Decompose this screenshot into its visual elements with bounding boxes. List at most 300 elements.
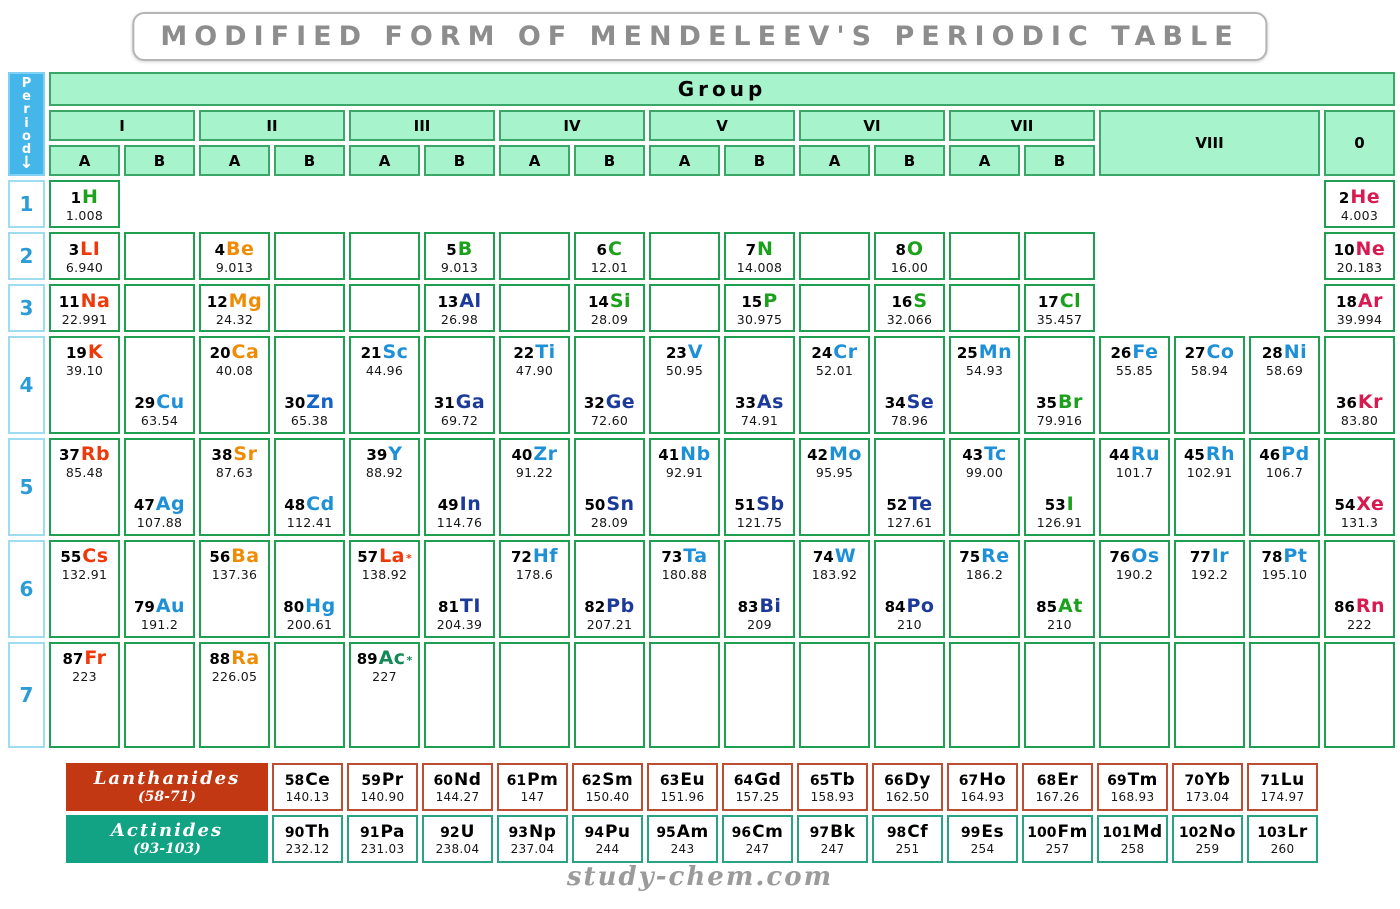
- element-symbol: Ca: [231, 341, 260, 363]
- element-label: [59, 443, 110, 465]
- element-label: [735, 391, 784, 413]
- atomic-mass: 39.994: [1336, 311, 1383, 327]
- atomic-number: 75: [959, 548, 981, 566]
- atomic-mass: 231.03: [360, 842, 405, 856]
- atomic-mass: 85.48: [65, 465, 104, 480]
- element-Dy: [872, 763, 943, 811]
- element-label: [1185, 770, 1231, 790]
- element-symbol: Be: [226, 237, 255, 260]
- element-Kr: [1324, 336, 1395, 434]
- element-Ag: [124, 438, 195, 536]
- element-label: [283, 595, 335, 617]
- element-symbol: C: [607, 237, 623, 260]
- empty-cell: [274, 642, 345, 748]
- element-label: [1109, 545, 1159, 567]
- element-symbol: Sc: [382, 341, 409, 363]
- element-symbol: Rn: [1355, 595, 1386, 617]
- element-label: [361, 341, 409, 363]
- subgroup-b-14: B: [1024, 145, 1095, 176]
- element-Be: [199, 232, 270, 280]
- empty-cell: [1249, 642, 1320, 748]
- empty-cell: [799, 642, 870, 748]
- empty-cell: [649, 284, 720, 332]
- element-symbol: Bk: [830, 822, 856, 842]
- element-label: [1260, 770, 1304, 790]
- element-symbol: Ac: [378, 647, 406, 669]
- element-Np: [497, 815, 568, 863]
- element-label: [209, 545, 259, 567]
- atomic-number: 72: [510, 548, 532, 566]
- element-Zr: [499, 438, 570, 536]
- element-LI: [49, 232, 120, 280]
- series-grid: [66, 763, 1318, 863]
- subgroup-b-2: B: [124, 145, 195, 176]
- page-title: MODIFIED FORM OF MENDELEEV'S PERIODIC TABLE: [132, 12, 1267, 61]
- atomic-number: 48: [284, 496, 306, 514]
- element-Ru: [1099, 438, 1170, 536]
- atomic-mass: 92.91: [665, 465, 704, 480]
- element-label: [513, 341, 555, 363]
- element-label: [60, 545, 108, 567]
- element-label: [582, 770, 633, 790]
- element-label: [207, 290, 262, 312]
- element-label: [434, 770, 482, 790]
- subgroup-a-1: A: [49, 145, 120, 176]
- element-H: [49, 180, 120, 228]
- atomic-mass: 260: [1270, 842, 1295, 856]
- element-Mo: [799, 438, 870, 536]
- element-Co: [1174, 336, 1245, 434]
- atomic-number: 8: [895, 240, 906, 259]
- element-label: [810, 822, 856, 842]
- atomic-mass: 126.91: [1036, 515, 1083, 530]
- subgroup-a-3: A: [199, 145, 270, 176]
- atomic-number: 11: [58, 292, 80, 311]
- element-symbol: Br: [1058, 391, 1083, 413]
- atomic-mass: 232.12: [285, 842, 330, 856]
- element-Ce: [272, 763, 343, 811]
- period-number-1: 1: [8, 180, 45, 228]
- atomic-mass: 9.013: [215, 259, 254, 275]
- element-label: [215, 238, 255, 260]
- element-Ho: [947, 763, 1018, 811]
- element-Pa: [347, 815, 418, 863]
- group-0: 0: [1324, 110, 1395, 176]
- element-symbol: Md: [1132, 822, 1163, 842]
- element-symbol: K: [87, 341, 104, 363]
- element-symbol: La: [379, 545, 406, 567]
- atomic-mass: 52.01: [815, 363, 854, 378]
- atomic-mass: 6.940: [65, 259, 104, 275]
- element-symbol: TI: [459, 595, 481, 617]
- empty-cell: [1024, 642, 1095, 748]
- element-label: [1109, 443, 1160, 465]
- empty-cell: [799, 284, 870, 332]
- element-label: [584, 822, 630, 842]
- empty-cell: [649, 642, 720, 748]
- atomic-number: 93: [508, 825, 529, 841]
- atomic-number: 23: [665, 344, 687, 362]
- atomic-number: 102: [1178, 825, 1209, 841]
- atomic-number: 39: [366, 446, 388, 464]
- element-symbol: Eu: [680, 770, 706, 790]
- atomic-mass: 178.6: [515, 567, 554, 582]
- atomic-mass: 91.22: [515, 465, 554, 480]
- element-symbol: Sb: [756, 493, 785, 515]
- element-symbol: Co: [1206, 341, 1235, 363]
- element-label: [212, 443, 258, 465]
- element-symbol: N: [757, 237, 774, 260]
- element-label: [1336, 290, 1383, 312]
- element-label: [69, 238, 101, 260]
- atomic-mass: 158.93: [810, 790, 855, 804]
- element-label: [660, 770, 705, 790]
- element-Al: [424, 284, 495, 332]
- element-label: [1262, 545, 1308, 567]
- element-label: [357, 545, 412, 567]
- atomic-mass: 138.92: [361, 567, 408, 582]
- element-label: [284, 493, 334, 515]
- element-symbol: Lu: [1280, 770, 1305, 790]
- element-symbol: Si: [609, 289, 632, 312]
- element-label: [507, 770, 559, 790]
- subgroup-a-5: A: [349, 145, 420, 176]
- atomic-mass: 238.04: [435, 842, 480, 856]
- empty-cell: [574, 642, 645, 748]
- atomic-number: 73: [661, 548, 683, 566]
- element-symbol: Ti: [535, 341, 556, 363]
- atomic-number: 43: [962, 446, 984, 464]
- atomic-mass: 180.88: [661, 567, 708, 582]
- atomic-number: 21: [360, 344, 382, 362]
- atomic-mass: 247: [820, 842, 845, 856]
- atomic-number: 71: [1260, 773, 1280, 789]
- element-symbol: Pu: [604, 822, 631, 842]
- element-label: [1334, 595, 1385, 617]
- period-axis-label: P e r i o d ↓: [8, 72, 45, 176]
- element-label: [885, 595, 935, 617]
- element-symbol: Fe: [1132, 341, 1159, 363]
- atomic-mass: 79.916: [1036, 413, 1083, 428]
- atomic-mass: 131.3: [1340, 515, 1379, 530]
- element-symbol: Fm: [1057, 822, 1088, 842]
- element-symbol: Al: [459, 289, 482, 312]
- atomic-number: 49: [437, 496, 459, 514]
- atomic-mass: 210: [1047, 617, 1072, 632]
- element-Sm: [572, 763, 643, 811]
- atomic-number: 95: [656, 825, 676, 841]
- element-label: [71, 186, 99, 208]
- element-symbol: Ar: [1357, 289, 1383, 312]
- atomic-number: 99: [960, 825, 981, 841]
- atomic-mass: 190.2: [1115, 567, 1154, 582]
- element-label: [584, 595, 634, 617]
- period-number-4: 4: [8, 336, 45, 434]
- element-symbol: Rb: [80, 443, 111, 465]
- group-VIII: VIII: [1099, 110, 1320, 176]
- empty-cell: [124, 284, 195, 332]
- element-Ba: [199, 540, 270, 638]
- element-symbol: Ne: [1355, 237, 1386, 260]
- atomic-number: 22: [513, 344, 535, 362]
- atomic-number: 92: [440, 825, 460, 841]
- subgroup-b-8: B: [574, 145, 645, 176]
- element-symbol: O: [906, 237, 924, 260]
- element-Rn: [1324, 540, 1395, 638]
- atomic-number: 27: [1184, 344, 1206, 362]
- group-VI: VI: [799, 110, 945, 141]
- element-symbol: Nb: [680, 443, 711, 465]
- empty-cell: [874, 642, 945, 748]
- atomic-mass: 167.26: [1035, 790, 1080, 804]
- element-Nb: [649, 438, 720, 536]
- element-K: [49, 336, 120, 434]
- atomic-number: 67: [958, 773, 979, 789]
- atomic-mass: 183.92: [811, 567, 858, 582]
- element-symbol: Sr: [233, 443, 258, 465]
- element-symbol: Se: [906, 391, 935, 413]
- element-symbol: Pm: [527, 770, 559, 790]
- atomic-mass: 150.40: [585, 790, 630, 804]
- element-symbol: Xe: [1356, 493, 1385, 515]
- atomic-number: 80: [283, 598, 305, 616]
- element-symbol: Gd: [754, 770, 782, 790]
- element-Pm: [497, 763, 568, 811]
- element-label: [284, 391, 334, 413]
- period-number-3: 3: [8, 284, 45, 332]
- atomic-number: 54: [1334, 496, 1356, 514]
- atomic-mass: 157.25: [735, 790, 780, 804]
- subgroup-a-9: A: [649, 145, 720, 176]
- element-symbol: At: [1058, 595, 1083, 617]
- atomic-mass: 83.80: [1340, 413, 1379, 428]
- atomic-number: 70: [1184, 773, 1204, 789]
- atomic-mass: 168.93: [1110, 790, 1155, 804]
- element-symbol: Er: [1057, 770, 1079, 790]
- element-symbol: Tc: [984, 443, 1007, 465]
- atomic-number: 59: [361, 773, 381, 789]
- atomic-number: 16: [891, 292, 913, 311]
- group-III: III: [349, 110, 495, 141]
- atomic-number: 87: [62, 650, 84, 668]
- element-symbol: Rh: [1205, 443, 1236, 465]
- element-symbol: Th: [305, 822, 331, 842]
- element-At: [1024, 540, 1095, 638]
- atomic-mass: 28.09: [590, 311, 629, 327]
- atomic-mass: 63.54: [140, 413, 179, 428]
- element-label: [656, 822, 708, 842]
- element-label: [885, 391, 934, 413]
- group-I: I: [49, 110, 195, 141]
- element-Tb: [797, 763, 868, 811]
- atomic-number: 58: [284, 773, 305, 789]
- empty-cell: [1174, 642, 1245, 748]
- element-label: [134, 493, 185, 515]
- down-arrow-icon: ↓: [19, 152, 34, 173]
- atomic-number: 5: [446, 240, 457, 259]
- atomic-mass: 40.08: [215, 363, 254, 378]
- element-label: [509, 822, 557, 842]
- atomic-mass: 44.96: [365, 363, 404, 378]
- element-Ti: [499, 336, 570, 434]
- atomic-number: 89: [356, 650, 378, 668]
- element-Sb: [724, 438, 795, 536]
- period-number-7: 7: [8, 642, 45, 748]
- element-label: [962, 443, 1007, 465]
- element-symbol: Cr: [833, 341, 858, 363]
- element-label: [437, 290, 481, 312]
- element-TI: [424, 540, 495, 638]
- atomic-mass: 58.69: [1265, 363, 1304, 378]
- element-Pt: [1249, 540, 1320, 638]
- group-VII: VII: [949, 110, 1095, 141]
- empty-cell: [274, 232, 345, 280]
- element-label: [658, 443, 710, 465]
- element-C: [574, 232, 645, 280]
- element-symbol: Cu: [156, 391, 185, 413]
- atomic-number: 14: [587, 292, 609, 311]
- element-Na: [49, 284, 120, 332]
- atomic-mass: 200.61: [286, 617, 333, 632]
- empty-cell: [724, 642, 795, 748]
- element-symbol: Cd: [306, 493, 335, 515]
- atomic-number: 74: [812, 548, 834, 566]
- element-label: [1339, 186, 1380, 208]
- atomic-mass: 237.04: [510, 842, 555, 856]
- atomic-number: 30: [284, 394, 306, 412]
- element-label: [1190, 545, 1229, 567]
- element-Fe: [1099, 336, 1170, 434]
- element-symbol: S: [913, 289, 928, 312]
- element-symbol: Ho: [979, 770, 1007, 790]
- element-label: [895, 238, 923, 260]
- element-symbol: Sm: [602, 770, 634, 790]
- element-symbol: Ga: [455, 391, 486, 413]
- element-Si: [574, 284, 645, 332]
- atomic-number: 38: [211, 446, 233, 464]
- atomic-mass: 50.95: [665, 363, 704, 378]
- series-name: Lanthanides: [93, 768, 241, 789]
- element-symbol: As: [756, 391, 784, 413]
- element-symbol: Am: [676, 822, 709, 842]
- element-symbol: Mg: [228, 289, 263, 312]
- atomic-mass: 95.95: [815, 465, 854, 480]
- atomic-number: 88: [209, 650, 231, 668]
- atomic-number: 68: [1036, 773, 1057, 789]
- element-symbol: Ce: [305, 770, 331, 790]
- atomic-mass: 192.2: [1190, 567, 1229, 582]
- element-Es: [947, 815, 1018, 863]
- element-symbol: W: [834, 545, 857, 567]
- atomic-mass: 30.975: [736, 311, 783, 327]
- element-W: [799, 540, 870, 638]
- atomic-number: 32: [583, 394, 605, 412]
- element-Xe: [1324, 438, 1395, 536]
- element-label: [1335, 493, 1385, 515]
- atomic-mass: 24.32: [215, 311, 254, 327]
- atomic-mass: 106.7: [1265, 465, 1304, 480]
- element-label: [1038, 290, 1081, 312]
- atomic-mass: 88.92: [365, 465, 404, 480]
- element-label: [807, 443, 862, 465]
- atomic-mass: 173.04: [1185, 790, 1230, 804]
- atomic-mass: 191.2: [140, 617, 179, 632]
- element-As: [724, 336, 795, 434]
- atomic-mass: 9.013: [440, 259, 479, 275]
- element-symbol: V: [687, 341, 704, 363]
- element-Ni: [1249, 336, 1320, 434]
- element-symbol: U: [460, 822, 475, 842]
- element-symbol: Pb: [606, 595, 635, 617]
- atomic-mass: 226.05: [211, 669, 258, 684]
- atomic-mass: 132.91: [61, 567, 108, 582]
- atomic-number: 36: [1336, 394, 1357, 412]
- atomic-mass: 87.63: [215, 465, 254, 480]
- element-S: [874, 284, 945, 332]
- atomic-number: 79: [133, 598, 155, 616]
- element-Ir: [1174, 540, 1245, 638]
- element-label: [891, 290, 927, 312]
- element-label: [134, 595, 185, 617]
- atomic-mass: 223: [72, 669, 97, 684]
- element-symbol: Pd: [1281, 443, 1310, 465]
- element-symbol: Tb: [830, 770, 856, 790]
- atomic-mass: 69.72: [440, 413, 479, 428]
- atomic-number: 31: [433, 394, 455, 412]
- element-label: [734, 770, 782, 790]
- element-label: [1036, 595, 1083, 617]
- element-symbol: Fr: [84, 647, 107, 669]
- atomic-mass: 254: [970, 842, 995, 856]
- element-label: [584, 493, 634, 515]
- element-label: [438, 493, 481, 515]
- subgroup-b-12: B: [874, 145, 945, 176]
- atomic-number: 28: [1261, 344, 1283, 362]
- element-label: [361, 770, 403, 790]
- element-label: [440, 822, 475, 842]
- element-symbol: Re: [981, 545, 1010, 567]
- atomic-mass: 207.21: [586, 617, 633, 632]
- empty-cell: [349, 232, 420, 280]
- period-number-5: 5: [8, 438, 45, 536]
- atomic-number: 18: [1336, 292, 1357, 311]
- atomic-number: 3: [68, 240, 80, 259]
- element-label: [961, 822, 1004, 842]
- atomic-mass: 209: [747, 617, 772, 632]
- atomic-number: 56: [209, 548, 231, 566]
- element-Fm: [1022, 815, 1093, 863]
- atomic-mass: 140.13: [285, 790, 330, 804]
- element-symbol: Mo: [828, 443, 862, 465]
- element-La: [349, 540, 420, 638]
- empty-cell: [1024, 232, 1095, 280]
- element-symbol: Yb: [1205, 770, 1231, 790]
- element-Th: [272, 815, 343, 863]
- atomic-mass: 244: [595, 842, 620, 856]
- atomic-number: 60: [433, 773, 454, 789]
- atomic-number: 19: [65, 344, 87, 362]
- element-label: [1262, 341, 1307, 363]
- element-symbol: Pa: [380, 822, 405, 842]
- element-Eu: [647, 763, 718, 811]
- element-label: [1259, 443, 1309, 465]
- element-Ga: [424, 336, 495, 434]
- atomic-mass: 227: [372, 669, 397, 684]
- empty-cell: [949, 284, 1020, 332]
- element-Cm: [722, 815, 793, 863]
- element-Mg: [199, 284, 270, 332]
- element-symbol: P: [763, 289, 778, 312]
